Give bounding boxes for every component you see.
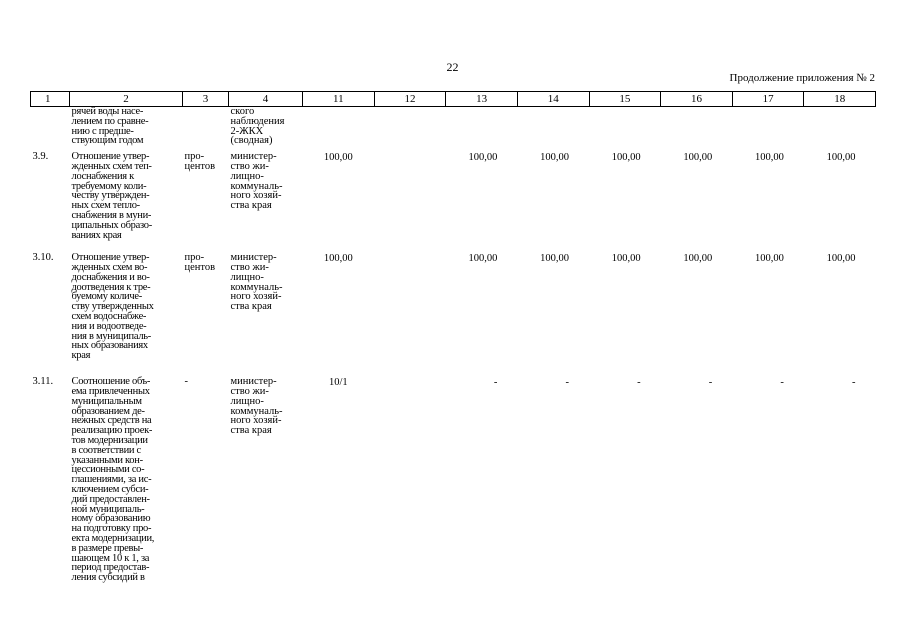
value-cell: [303, 107, 375, 147]
value-cell: [661, 107, 733, 147]
row-number: 3.11.: [32, 376, 54, 388]
unit-of-measure: про- центов: [184, 151, 216, 172]
table-row: [31, 247, 876, 370]
value-cell: [732, 107, 804, 147]
value-cell: 100,00: [540, 152, 569, 164]
value-cell: 100,00: [755, 253, 784, 265]
value-cell: 100,00: [826, 152, 856, 164]
header-cell: 1: [31, 92, 70, 107]
header-cell: 14: [517, 92, 589, 107]
value-cell: -: [493, 377, 498, 389]
unit-of-measure: про- центов: [184, 252, 216, 273]
row-number: 3.9.: [32, 151, 49, 163]
value-cell: [374, 146, 446, 247]
value-cell: 100,00: [683, 152, 713, 164]
table-row: [31, 370, 876, 595]
row-number: 3.10.: [32, 252, 54, 264]
value-cell: 10/1: [328, 377, 348, 389]
value-cell: 100,00: [755, 152, 784, 164]
value-cell: -: [565, 377, 569, 389]
value-cell: 100,00: [826, 253, 856, 265]
value-cell: 100,00: [468, 253, 498, 265]
indicator-name: Соотношение объ- ема привлеченных муниципальным образованием де- нежных средств на реализацию проек- тов модернизации в соответствии с указанными кон- цессионными со- глашениями, за ис- ключением субси- дий предоставлен- ной муниципаль- ному образованию на подготовку про- екта модернизации, в размере превы- шающем 10 к 1, за период предостав- ления субсидий в: [71, 376, 155, 584]
value-cell: [374, 370, 446, 595]
value-cell: 100,00: [540, 253, 569, 265]
indicator-name: Отношение утвер- жденных схем теп- лоснабжения к требуемому коли- честву утвержден- ных схем тепло- снабжения в муни- ципальных образо- ваниях края: [71, 151, 152, 241]
value-cell: -: [780, 377, 784, 389]
responsible-body: министер- ство жи- лищно- коммуналь- ного хозяй- ства края: [230, 151, 283, 212]
header-row: [31, 92, 876, 107]
value-cell: 100,00: [611, 152, 641, 164]
header-cell: 15: [589, 92, 661, 107]
responsible-body: министер- ство жи- лищно- коммуналь- ного хозяй- ства края: [230, 252, 283, 313]
header-cell: 3: [183, 92, 229, 107]
indicator-table: [30, 91, 876, 595]
header-cell: 17: [732, 92, 804, 107]
header-cell: 11: [303, 92, 375, 107]
header-cell: 2: [70, 92, 183, 107]
row-number: [31, 107, 70, 147]
responsible-body: ского наблюдения 2-ЖКХ (сводная): [230, 106, 285, 147]
header-cell: 4: [229, 92, 303, 107]
value-cell: 100,00: [611, 253, 641, 265]
header-cell: 16: [661, 92, 733, 107]
continuation-label: Продолжение приложения № 2: [729, 72, 875, 84]
value-cell: -: [637, 377, 641, 389]
header-cell: 18: [804, 92, 876, 107]
value-cell: 100,00: [683, 253, 713, 265]
unit-of-measure: -: [184, 376, 188, 388]
value-cell: 100,00: [323, 253, 353, 265]
value-cell: 100,00: [468, 152, 498, 164]
header-cell: 13: [446, 92, 518, 107]
value-cell: [517, 107, 589, 147]
indicator-name: Отношение утвер- жденных схем во- доснабжения и во- доотведения к тре- буемому количе- ству утвержденных схем водоснабже- ния и водоотведе- ния в муниципаль- ных образованиях края: [71, 252, 154, 362]
header-cell: 12: [374, 92, 446, 107]
value-cell: [374, 107, 446, 147]
value-cell: [374, 247, 446, 370]
value-cell: -: [852, 377, 856, 389]
value-cell: -: [708, 377, 713, 389]
indicator-name: рячей воды насе- лением по сравне- нию с предше- ствующим годом: [71, 106, 149, 147]
value-cell: [589, 107, 661, 147]
page-number: 22: [446, 60, 459, 74]
value-cell: [804, 107, 876, 147]
responsible-body: министер- ство жи- лищно- коммуналь- ного хозяй- ства края: [230, 376, 283, 437]
table-row: [31, 146, 876, 247]
table-row: [31, 107, 876, 147]
value-cell: 100,00: [323, 152, 353, 164]
unit-of-measure: [183, 107, 229, 147]
value-cell: [446, 107, 518, 147]
